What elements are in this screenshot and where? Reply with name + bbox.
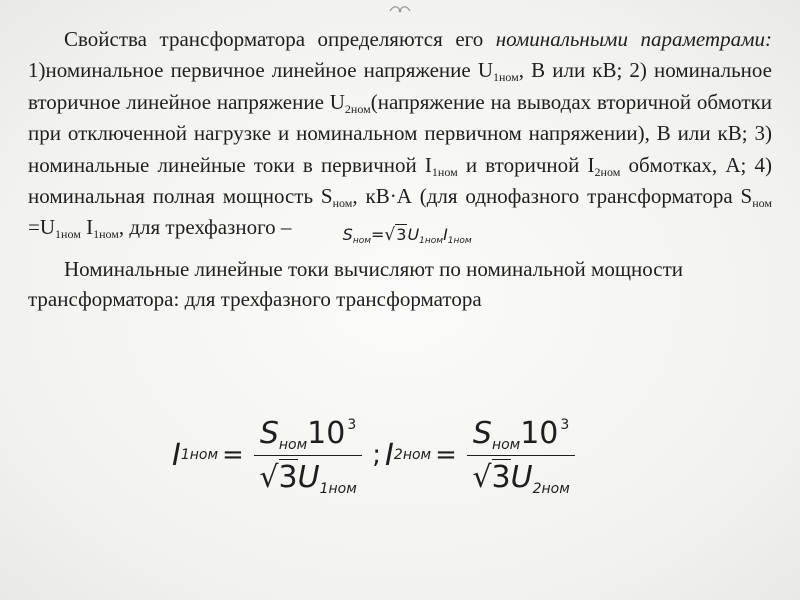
para1-emphasis: номинальными параметрами: (495, 27, 772, 51)
formula2-numerator (467, 415, 575, 456)
formula1-den-u: U (297, 459, 320, 495)
subscript-s-single: ном (752, 196, 772, 211)
subscript-i1-single: 1ном (93, 227, 119, 242)
formula2-num-exp: 3 (560, 416, 570, 433)
para1-text-5: обмотках, А; 4) номинальная полная мощность S (28, 152, 772, 209)
paragraph-currents: Номинальные линейные токи вычисляют по номинальной мощности трансформатора: для трехфазного трансформатора (28, 256, 683, 311)
para1-text-9: , для трехфазного – (118, 215, 297, 240)
formula-separator: ; (372, 440, 382, 470)
para1-text-8: I (80, 215, 94, 240)
formula2-num-s-sub: ном (491, 436, 521, 453)
subscript-i1: 1ном (431, 164, 458, 179)
para1-text-3: (напряжение на выводах вторичной обмотки при отключенной нагрузке и номинальном первичном напряжении), В или кВ; 3) номинальные линейные токи в первичной I (28, 89, 772, 177)
formula1-num-s-sub: ном (278, 436, 308, 453)
inline-formula-s-sub: ном (352, 236, 372, 247)
decorative-ornament-icon (386, 2, 414, 14)
inline-formula-eq: = (371, 225, 385, 245)
formula1-den-u-sub: 1ном (319, 480, 357, 497)
formula2-den-sqrt-arg: 3 (491, 459, 511, 495)
inline-formula-sqrt: √ (384, 225, 396, 246)
formula2-den-u-sub: 2ном (532, 480, 570, 497)
formula2-den-u: U (510, 459, 533, 495)
inline-formula-u: U (407, 225, 420, 245)
inline-three-phase-formula (307, 219, 472, 251)
formula1-numerator (254, 415, 362, 456)
subscript-i2: 2ном (594, 164, 621, 179)
slide-text (28, 24, 772, 314)
formula2-denominator (468, 456, 573, 496)
formula1-num-ten: 10 (307, 415, 346, 451)
formula2-num-s: S (472, 415, 492, 451)
subscript-u2: 2ном (344, 101, 371, 116)
formula2-den-sqrt: √ (472, 459, 492, 495)
inline-formula-i-sub: 1ном (447, 236, 472, 247)
para1-text-7: =U (28, 215, 56, 240)
para1-intro: Свойства трансформатора определяются его (64, 27, 496, 51)
formula1-fraction (254, 415, 362, 496)
current-formulas: I 1ном = $\frac{S_{ном}10 ^3}{√3U_{1ном}}$ ; I 2ном = $\frac{S_{ном}10 ^3}{√3U_{2ном}}$ (172, 410, 581, 500)
formula1-num-exp: 3 (347, 416, 357, 433)
formula1-num-s: S (259, 415, 279, 451)
formula1-denominator (255, 456, 360, 496)
subscript-s: ном (332, 196, 353, 211)
subscript-u1-single: 1ном (55, 227, 81, 242)
formula2-lhs: I (385, 437, 394, 473)
formula1-den-sqrt: √ (259, 459, 279, 495)
formula1-den-sqrt-arg: 3 (278, 459, 298, 495)
para1-text-2: , В или кВ; 2) номинальное вторичное линейное напряжение U (28, 58, 772, 114)
formula2-num-ten: 10 (520, 415, 559, 451)
inline-formula-i: I (443, 225, 448, 245)
para1-text-1: 1)номинальное первичное линейное напряжение U (28, 58, 493, 83)
inline-formula-u-sub: 1ном (419, 236, 444, 247)
formula1-lhs: I (172, 437, 181, 473)
paragraph-properties (28, 24, 772, 252)
para1-text-4: и вторичной I (457, 152, 595, 177)
formula2-fraction (467, 415, 575, 496)
subscript-u1: 1ном (492, 70, 519, 85)
formula1-equals: = (222, 440, 244, 470)
inline-formula-s: S (342, 225, 353, 245)
para1-text-6: , кВ·А (для однофазного трансформатора S (352, 184, 753, 209)
formula2-equals: = (435, 440, 457, 470)
inline-formula-sqrt-arg: 3 (396, 225, 407, 245)
